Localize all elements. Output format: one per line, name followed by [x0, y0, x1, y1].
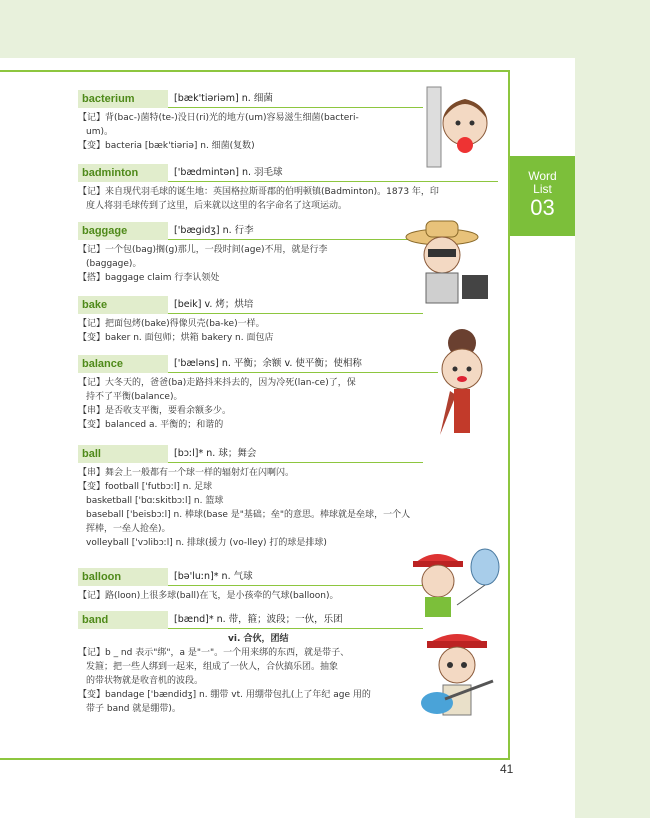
note-line: 的带状物就是收音机的波段。 [86, 676, 204, 686]
tab-list-label: List [533, 182, 552, 196]
note-line: 【变】bandage ['bændidʒ] n. 绷带 vt. 用绷带包扎(上了年纪 age 用的 [78, 690, 371, 700]
definition: ['bædmintən] n. 羽毛球 [174, 167, 283, 178]
entry-bacterium [78, 90, 423, 153]
boy-balloon-doodle [405, 545, 505, 620]
note-line: 度人将羽毛球传到了这里，后来就以这里的名字命名了这项运动。 [86, 201, 348, 211]
note-line: 【记】背(bac-)菌特(te-)没日(ri)光的地方(um)容易滋生细菌(bacteri- [78, 113, 359, 123]
note-line: volleyball ['vɔlibɔːl] n. 排球(援力 (vo-lley) 打的球是排球) [86, 538, 327, 548]
definition: [bæk'tiəriəm] n. 细菌 [174, 93, 273, 104]
headword: balance [78, 355, 168, 373]
headword: band [78, 611, 168, 629]
note-line: 【记】路(loon)上很多球(ball)在飞，是小孩牵的气球(balloon)。 [78, 591, 339, 601]
note-line: um)。 [86, 127, 113, 137]
entry-header [78, 568, 423, 586]
entry-header [78, 90, 423, 108]
definition: [beik] v. 烤；烘培 [174, 299, 254, 310]
entry-header [78, 355, 438, 373]
headword: balloon [78, 568, 168, 586]
entry-header [78, 611, 423, 629]
definition: ['bæləns] n. 平衡；余额 v. 使平衡；使相称 [174, 358, 362, 369]
definition: ['bægidʒ] n. 行李 [174, 225, 254, 236]
definition: [bænd]* n. 带，箍；波段；一伙，乐团 [174, 614, 343, 625]
right-margin-band [575, 0, 650, 818]
note-line: 【记】来自现代羽毛球的诞生地：英国格拉斯哥郡的伯明顿镇(Badminton)。1873 年，印 [78, 187, 439, 197]
note-line: 【记】把面包烤(bake)得像贝壳(ba-ke)一样。 [78, 319, 265, 329]
headword: baggage [78, 222, 168, 240]
note-line: 【变】football ['futbɔːl] n. 足球 [78, 482, 213, 492]
dancer-doodle [420, 325, 500, 450]
headword: badminton [78, 164, 168, 182]
headword: bake [78, 296, 168, 314]
hat-traveler-doodle [400, 215, 500, 310]
note-line: 持不了平衡(balance)。 [86, 392, 183, 402]
note-line: 【记】大冬天的，爸爸(ba)走路抖来抖去的，因为冷死(lan-ce)了，保 [78, 378, 356, 388]
note-line: basketball ['bɑːskitbɔːl] n. 篮球 [86, 496, 224, 506]
entry-header [78, 222, 423, 240]
note-line: baseball ['beisbɔːl] n. 棒球(base 是"基础；垒"的意思。棒球就是垒球，一个人 [86, 510, 411, 520]
entry-bake [78, 296, 423, 345]
note-line: 【记】一个包(bag)搁(g)那儿，一段时间(age)不用，就是行李 [78, 245, 328, 255]
entry-baggage [78, 222, 423, 285]
entry-balloon [78, 568, 423, 603]
note-line: 发箍；把一些人绑到一起来，组成了一伙人，合伙搞乐团。抽象 [86, 662, 339, 672]
note-line: 挥棒，一垒人抢垒)。 [86, 524, 171, 534]
note-line: 【串】是否收支平衡，要看余额多少。 [78, 406, 232, 416]
definition-continued: vi. 合伙，团结 [228, 634, 289, 644]
entry-header [78, 445, 423, 463]
top-margin-band [0, 0, 650, 58]
girl-peeking-doodle [425, 85, 495, 170]
note-line: 【搭】baggage claim 行李认领处 [78, 273, 220, 283]
entry-badminton [78, 164, 498, 213]
headword: ball [78, 445, 168, 463]
note-line: 带子 band 就是绷带)。 [86, 704, 181, 714]
entry-header [78, 296, 423, 314]
note-line: 【变】baker n. 面包师；烘箱 bakery n. 面包店 [78, 333, 274, 343]
note-line: 【变】bacteria [bæk'tiəriə] n. 细菌(复数) [78, 141, 255, 151]
entry-balance [78, 355, 438, 432]
note-line: (baggage)。 [86, 259, 142, 269]
entry-band [78, 611, 423, 716]
note-line: 【变】balanced a. 平衡的；和谐的 [78, 420, 224, 430]
definition: [bə'luːn]* n. 气球 [174, 571, 253, 582]
headword: bacterium [78, 90, 168, 108]
note-line: 【记】b _ nd 表示"绑"，a 是"一"。一个用来绑的东西，就是带子、 [78, 648, 350, 658]
entry-ball [78, 445, 498, 550]
tab-number: 03 [530, 195, 555, 220]
note-line: 【串】舞会上一般都有一个球一样的辐射灯在闪啊闪。 [78, 468, 295, 478]
definition: [bɔːl]* n. 球；舞会 [174, 448, 257, 459]
tab-word-label: Word [528, 169, 557, 183]
guitar-boy-doodle [415, 625, 500, 725]
page-number: 41 [500, 762, 514, 776]
word-list-tab [510, 156, 575, 236]
